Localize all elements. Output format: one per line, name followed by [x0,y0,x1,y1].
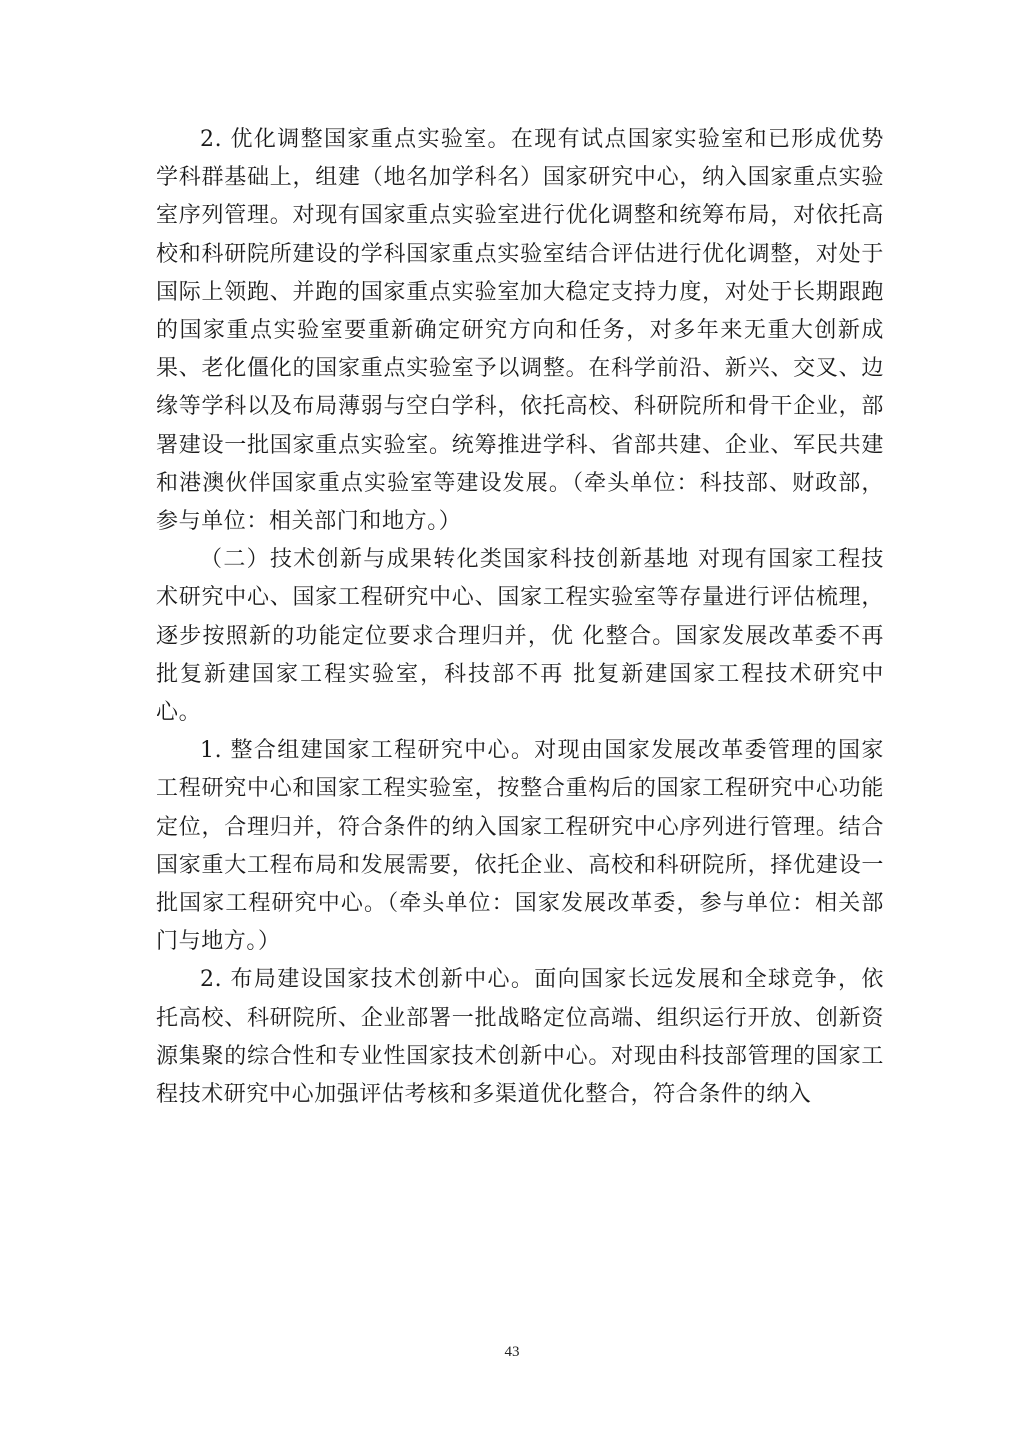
paragraph-engineering-centers: 1. 整合组建国家工程研究中心。对现由国家发展改革委管理的国家工程研究中心和国家工程实验室，按整合重构后的国家工程研究中心功能定位，合理归并，符合条件的纳入国家工程研究中心序列进行管理。结合国家重大工程布局和发展需要，依托企业、高校和科研院所，择优建设一批国家工程研究中心。（牵头单位：国家发展改革委，参与单位：相关部门与地方。） [156,738,884,955]
paragraph-tech-innovation-centers: 2. 布局建设国家技术创新中心。面向国家长远发展和全球竞争，依托高校、科研院所、企业部署一批战略定位高端、组织运行开放、创新资源集聚的综合性和专业性国家技术创新中心。对现由科技部管理的国家工程技术研究中心加强评估考核和多渠道优化整合，符合条件的纳入 [156,967,884,1108]
document-body [156,121,884,1114]
paragraph-innovation-bases: （二）技术创新与成果转化类国家科技创新基地 对现有国家工程技术研究中心、国家工程研究中心、国家工程实验室等存量进行评估梳理，逐步按照新的功能定位要求合理归并，优 化整合。国家发展改革委不再批复新建国家工程实验室，科技部不再 批复新建国家工程技术研究中心。 [156,547,884,726]
paragraph-key-labs: 2. 优化调整国家重点实验室。在现有试点国家实验室和已形成优势学科群基础上，组建（地名加学科名）国家研究中心，纳入国家重点实验室序列管理。对现有国家重点实验室进行优化调整和统筹布局，对依托高校和科研院所建设的学科国家重点实验室结合评估进行优化调整，对处于国际上领跑、并跑的国家重点实验室加大稳定支持力度，对处于长期跟跑的国家重点实验室要重新确定研究方向和任务，对多年来无重大创新成果、老化僵化的国家重点实验室予以调整。在科学前沿、新兴、交叉、边缘等学科以及布局薄弱与空白学科，依托高校、科研院所和骨干企业，部署建设一批国家重点实验室。统筹推进学科、省部共建、企业、军民共建和港澳伙伴国家重点实验室等建设发展。（牵头单位：科技部、财政部，参与单位：相关部门和地方。） [156,127,884,535]
page-number: 43 [504,1344,520,1360]
